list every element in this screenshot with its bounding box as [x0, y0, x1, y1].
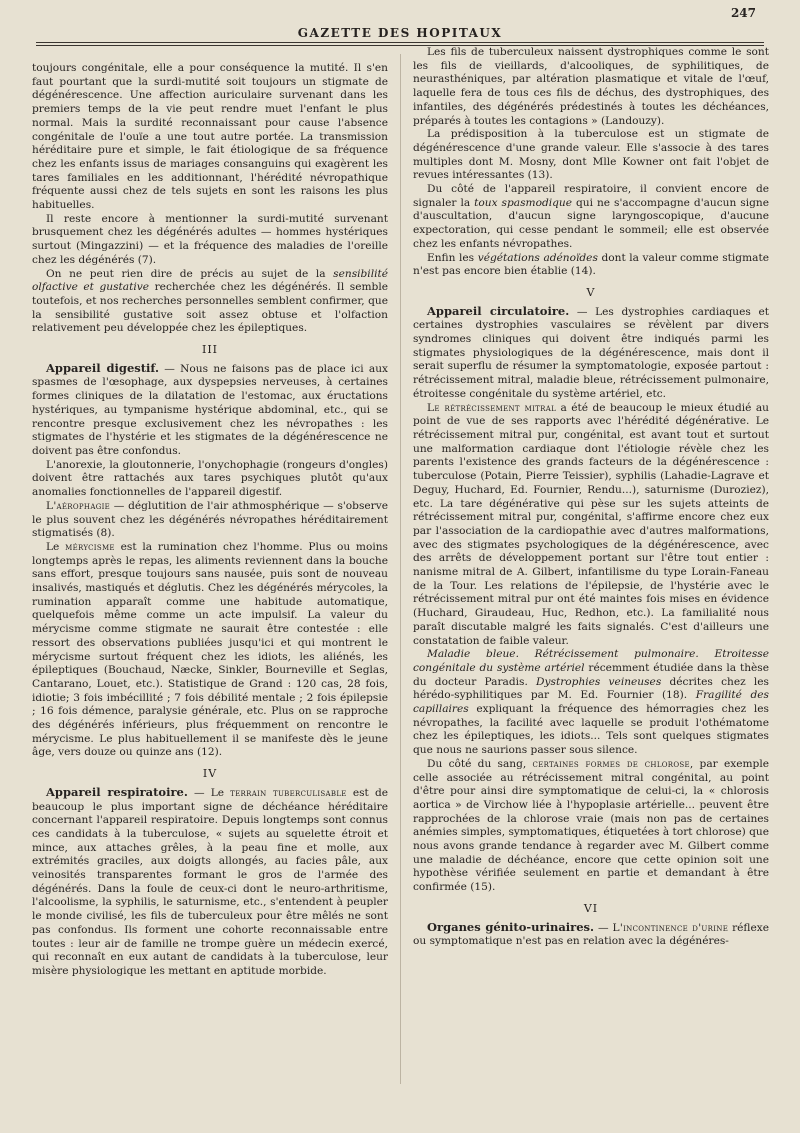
small-caps-term: L'incontinence d'urine	[612, 921, 729, 934]
running-title: GAZETTE DES HOPITAUX	[297, 26, 503, 40]
text: Du côté de l'appareil respiratoire, il convient encore de signaler la	[413, 183, 769, 209]
text: recherchée chez les dégénérés. Il semble toutefois, et nos recherches personnelles semblent confirmer, que la sensibilité gustative soit assez obtuse et l'olfaction relativement peu développée chez les épileptiques.	[32, 281, 388, 335]
right-column	[413, 46, 769, 949]
text: , par exemple celle associée au rétrécissement mitral congénital, au point d'être pour ainsi dire symptomatique de celui-ci, la « chlorosis aortica » de Virchow liée à l'hypoplasie artérielle... peuvent être rapprochées de la chlorose vraie (mais non pas de certaines anémies simples, symptomatiques, étiquetées à tort chlorose) que nous avons grande tendance à regarder avec M. Gilbert comme une maladie de déchéance, encore que cette opinion soit une hypothèse vérifiée seulement en partie et demandant à être confirmée (15).	[413, 757, 769, 894]
paragraph-retrecissement-mitral	[413, 402, 769, 649]
section-heading: Organes génito-urinaires.	[427, 919, 594, 934]
paragraph-toux	[413, 183, 769, 252]
paragraph-surdi-mutite: Il reste encore à mentionner la surdi-mutité survenant brusquement chez les dégénérés adultes — hommes hystériques surtout (Mingazzini) — et la fréquence des maladies de l'oreille chez les dégénérés (7).	[32, 212, 388, 266]
emphasis: toux spasmodique	[474, 196, 572, 209]
paragraph-circulatoire	[413, 305, 769, 402]
text: On ne peut rien dire de précis au sujet de la	[46, 267, 326, 280]
section-heading: Appareil digestif.	[46, 360, 159, 375]
paragraph-predisposition: La prédisposition à la tuberculose est un stigmate de dégénérescence d'une grande valeur. Elle s'associe à des tares multiples dont M. Mosny, dont Mlle Kowner ont fait l'objet de revues intéressantes (13).	[413, 128, 769, 182]
small-caps-term: Le rétrécissement mitral	[427, 401, 557, 414]
emphasis: sensibilité olfactive et gustative	[32, 267, 388, 294]
paragraph-vegetations	[413, 252, 769, 279]
text: Enfin les	[427, 251, 475, 264]
paragraph-maladie-bleue	[413, 648, 769, 758]
text: réflexe ou symptomatique n'est pas en relation avec la dégénéres-	[413, 921, 769, 948]
column-divider	[400, 54, 401, 1084]
emphasis: Dystrophies veineuses	[536, 675, 662, 688]
emphasis: Maladie bleue. Rétrécissement pulmonaire. Etroitesse congénitale du système artériel	[413, 648, 769, 674]
text: a été de beaucoup le mieux étudié au point de vue de ses rapports avec l'hérédité dégénérative. Le rétrécissement mitral pur, congénital, est avant tout et surtout une malformation cardiaque dont l'étiologie révèle chez les parents l'existence des grands facteurs de la dégénérescence : tuberculose (Potain, Pierre Teissier), syphilis (Lahadie-Lagrave et Deguy, Huchard, Ed. Fournier, Rendu...), saturnisme (Duroziez), etc. La tare dégénérative qui pèse sur les sujets atteints de rétrécissement mitral pur, congénital, s'affirme encore chez eux par l'association de la cardiopathie avec d'autres malformations, avec des stigmates psychologiques de la dégénérescence, avec des arrêts de développement portant sur l'être tout entier : nanisme mitral de A. Gilbert, infantilisme du type Lorain-Faneau de la Tour. Les relations de l'épilepsie, de l'hystérie avec le rétrécissement mitral pur ont été maintes fois mises en évidence (Huchard, Giraudeau, Huc, Redhon, etc.). La familialité nous paraît discutable malgré les faits signalés. C'est d'ailleurs une constatation de faible valeur.	[413, 401, 769, 647]
paragraph-merycisme	[32, 541, 388, 760]
section-number-5: V	[586, 285, 596, 299]
section-heading: Appareil circulatoire.	[427, 303, 570, 318]
emphasis: Fragilité des capillaires	[413, 689, 769, 716]
small-caps-term: terrain tuberculisable	[230, 786, 347, 799]
small-caps-term: certaines formes de chlorose	[532, 757, 690, 770]
paragraph-fils-tuberculeux: Les fils de tuberculeux naissent dystrophiques comme le sont les fils de vieillards, d'alcooliques, de syphilitiques, de neurasthéniques, par altération plasmatique et vitale de l'œuf, laquelle fera de tous ces fils de déchus, des dystrophiques, des infantiles, des dégénérés prédestinés à toutes les déchéances, préparés à toutes les contagions » (Landouzy).	[413, 46, 769, 127]
paragraph-digestif	[32, 362, 388, 459]
section-heading: Appareil respiratoire.	[46, 784, 188, 799]
paragraph-mutite: toujours congénitale, elle a pour conséquence la mutité. Il s'en faut pourtant que la surdi-mutité soit toujours un stigmate de dégénérescence. Une affection auriculaire survenant dans les premiers temps de la vie peut rendre muet l'enfant le plus normal. Mais la surdité reconnaissant pour cause l'absence congénitale de l'ouïe a une tout autre portée. La transmission héréditaire pure et simple, le fait étiologique de sa fréquence chez les enfants issus de mariages consanguins qui exagèrent les tares familiales en les additionnant, l'hérédité névropathique fréquente aussi chez de tels sujets en sont les raisons les plus habituelles.	[32, 62, 388, 212]
text: — Le	[193, 786, 225, 799]
text: expliquant la fréquence des hémorragies chez les névropathes, la facilité avec laquelle se produit l'othématome chez les épileptiques, les idiots... Tels sont quelques stigmates que nous ne saurions passer sous silence.	[413, 703, 769, 757]
text: qui ne s'accompagne d'aucun signe d'auscultation, d'aucun signe laryngoscopique, d'aucune expectoration, qui cesse pendant le sommeil; elle est observée chez les enfants névropathes.	[413, 196, 770, 250]
small-caps-term: L'aérophagie	[46, 499, 111, 512]
section-number-6: VI	[583, 901, 599, 915]
text: Le	[46, 540, 60, 553]
left-column	[32, 62, 388, 979]
text: récemment étudiée dans la thèse du docteur Paradis.	[413, 661, 769, 688]
section-number-3: III	[201, 343, 219, 357]
paragraph-aerophagie	[32, 500, 388, 541]
text: — Nous ne faisons pas de place ici aux spasmes de l'œsophage, aux dyspepsies nerveuses, à certaines formes cliniques de la dilatation de l'estomac, aux éructations hystériques, au tympanisme hystérique abdominal, etc., qui se rencontre presque exclusivement chez les névropathes : les stigmates de l'hystérie et les stigmates de la dégénérescence ne doivent pas être confondus.	[32, 362, 388, 457]
text: — déglutition de l'air athmosphérique — s'observe le plus souvent chez les dégénérés névropathes héréditairement stigmatisés (8).	[32, 499, 388, 540]
text: —	[597, 921, 609, 934]
emphasis: végétations adénoïdes	[477, 251, 598, 264]
paragraph-olfactive	[32, 268, 388, 337]
text: décrites chez les hérédo-syphilitiques par M. Ed. Fournier (18).	[413, 675, 769, 702]
page-number: 247	[730, 6, 756, 20]
text: dont la valeur comme stigmate n'est pas encore bien établie (14).	[413, 251, 769, 278]
paragraph-respiratoire	[32, 786, 388, 979]
section-number-4: IV	[202, 767, 218, 781]
text: Du côté du sang,	[427, 757, 527, 770]
text: — Les dystrophies cardiaques et certaines dystrophies vasculaires se révèlent par divers syndromes cliniques qui doivent être indiqués parmi les stigmates physiologiques de la dégénérescence, mais dont il serait superflu de résumer la symptomatologie, exposée partout : rétrécissement mitral, maladie bleue, rétrécissement pulmonaire, étroitesse congénitale du système artériel, etc.	[413, 305, 770, 400]
text: est la rumination chez l'homme. Plus ou moins longtemps après le repas, les aliments reviennent dans la bouche sans effort, presque toujours sans nausée, puis sont de nouveau insalivés, mastiqués et déglutis. Chez les dégénérés mérycoles, la rumination apparaît comme une habitude automatique, quelquefois même comme un acte impulsif. La valeur du mérycisme comme stigmate ne saurait être contestée : elle ressort des observations publiées jusqu'ici et qui montrent le mérycisme surtout fréquent chez les idiots, les aliénés, les épileptiques (Bouchaud, Næcke, Sinkler, Bourneville et Seglas, Cantarano, Louet, etc.). Statistique de Grand : 120 cas, 28 fois, idiotie; 3 fois imbécillité ; 7 fois débilité mentale ; 2 fois épilepsie ; 16 fois démence, paralysie générale, etc. Plus on se rapproche des dégénérés inférieurs, plus fréquemment on rencontre le mérycisme. Le plus habituellement il se manifeste dès le jeune âge, vers douze ou quinze ans (12).	[32, 540, 388, 759]
paragraph-genito-urinaires	[413, 921, 769, 949]
small-caps-term: mérycisme	[65, 540, 115, 553]
text: est de beaucoup le plus important signe de déchéance héréditaire concernant l'appareil respiratoire. Depuis longtemps sont connus ces candidats à la tuberculose, « sujets au squelette étroit et mince, aux attaches grêles, à la peau fine et molle, aux extrémités graciles, aux doigts allongés, au facies pâle, aux veinosités transparentes formant le gros de l'armée des dégénérés. Dans la foule de ceux-ci dont le neuro-arthritisme, l'alcoolisme, la syphilis, le saturnisme, etc., s'entendent à peupler le monde civilisé, les fils de tuberculeux pour être mêlés ne sont pas confondus. Ils forment une cohorte reconnaissable entre toutes : leur air de famille ne trompe guère un médecin exercé, qui reconnaît en eux autant de candidats à la tuberculose, leur misère physiologique les mettant en aptitude morbide.	[32, 786, 388, 977]
paragraph-chlorose	[413, 758, 769, 895]
paragraph-anorexie: L'anorexie, la gloutonnerie, l'onychophagie (rongeurs d'ongles) doivent être rattachés aux tares psychiques plutôt qu'aux anomalies fonctionnelles de l'appareil digestif.	[32, 458, 388, 499]
